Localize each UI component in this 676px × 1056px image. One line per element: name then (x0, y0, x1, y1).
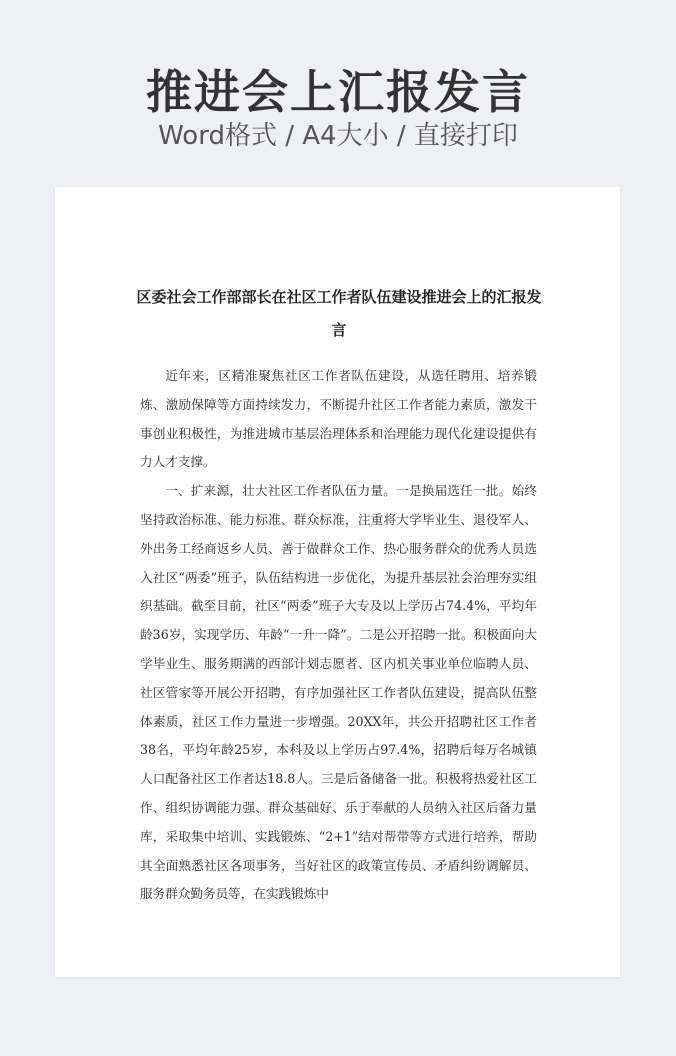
document-page (55, 187, 620, 977)
paragraph-section-one: 一、扩来源，壮大社区工作者队伍力量。一是换届选任一批。始终坚持政治标准、能力标准、群众标准，注重将大学毕业生、退役军人、外出务工经商返乡人员、善于做群众工作、热心服务群众的优秀人员选入社区“两委”班子，队伍结构进一步优化，为提升基层社会治理夯实组织基础。截至目前，社区“两委”班子大专及以上学历占74.4%，平均年龄36岁，实现学历、年龄“一升一降”。二是公开招聘一批。积极面向大学毕业生、服务期满的西部计划志愿者、区内机关事业单位临聘人员、社区管家等开展公开招聘，有序加强社区工作者队伍建设，提高队伍整体素质，社区工作力量进一步增强。20XX年，共公开招聘社区工作者38名，平均年龄25岁，本科及以上学历占97.4%，招聘后每万名城镇人口配备社区工作者达18.8人。三是后备储备一批。积极将热爱社区工作、组织协调能力强、群众基础好、乐于奉献的人员纳入社区后备力量库，采取集中培训、实践锻炼、“2+1”结对帮带等方式进行培养，帮助其全面熟悉社区各项事务，当好社区的政策宣传员、矛盾纠纷调解员、服务群众勤务员等，在实践锻炼中 (140, 483, 537, 902)
banner-title: 推进会上汇报发言 (146, 65, 530, 119)
document-body (140, 362, 537, 909)
paragraph-intro: 近年来，区精准聚焦社区工作者队伍建设，从选任聘用、培养锻炼、激励保障等方面持续发力，不断提升社区工作者能力素质，激发干事创业积极性，为推进城市基层治理体系和治理能力现代化建设提供有力人才支撑。 (140, 368, 537, 470)
document-title: 区委社会工作部部长在社区工作者队伍建设推进会上的汇报发言 (136, 288, 542, 339)
banner-subtitle: Word格式 / A4大小 / 直接打印 (158, 121, 518, 151)
promo-header (0, 0, 676, 186)
